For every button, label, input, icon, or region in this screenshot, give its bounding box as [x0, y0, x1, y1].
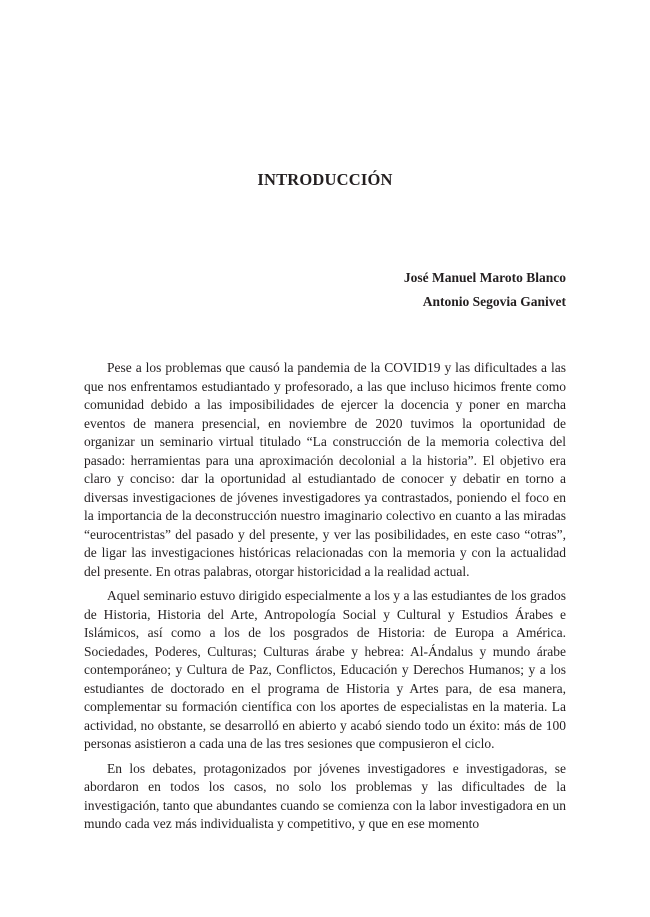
paragraph: Pese a los problemas que causó la pandemia de la COVID19 y las dificultades a las que nos enfrentamos estudiantado y profesorado, a las que incluso hicimos frente como comunidad debido a las imposibilidades de ejercer la docencia y poner en marcha eventos de manera presencial, en noviembre de 2020 tuvimos la oportunidad de organizar un seminario virtual titulado “La construcción de la memoria colectiva del pasado: herramientas para una aproximación decolonial a la historia”. El objetivo era claro y conciso: dar la oportunidad al estudiantado de conocer y debatir en torno a diversas investigaciones de jóvenes investigadores ya contrastados, poniendo el foco en la importancia de la deconstrucción nuestro imaginario colectivo en cuanto a las miradas “eurocentristas” del pasado y del presente, y ver las posibilidades, en este caso “otras”, de ligar las investigaciones históricas relacionadas con la memoria y con la actualidad del presente. En otras palabras, otorgar historicidad a la realidad actual. [84, 360, 566, 579]
paragraph: En los debates, protagonizados por jóvenes investigadores e investigadoras, se abordaron en todos los casos, no solo los problemas y las dificultades de la investigación, tanto que abundantes cuando se comienza con la labor investigadora en un mundo cada vez más individualista y competitivo, y que en ese momento [84, 760, 566, 831]
body-text [84, 359, 566, 840]
author-block [404, 266, 566, 314]
author-name: Antonio Segovia Ganivet [422, 294, 566, 309]
chapter-title: INTRODUCCIÓN [257, 170, 393, 189]
author-name: José Manuel Maroto Blanco [403, 270, 566, 285]
paragraph: Aquel seminario estuvo dirigido especialmente a los y a las estudiantes de los grados de Historia, Historia del Arte, Antropología Social y Cultural y Estudios Árabes e Islámicos, así como a los de los posgrados de Historia: de Europa a América. Sociedades, Poderes, Culturas; Culturas árabe y hebrea: Al-Ándalus y mundo árabe contemporáneo; y Cultura de Paz, Conflictos, Educación y Derechos Humanos; y a los estudiantes de doctorado en el programa de Historia y Artes para, de esa manera, complementar su formación científica con los aportes de especialistas en la materia. La actividad, no obstante, se desarrolló en abierto y acabó siendo todo un éxito: más de 100 personas asistieron a cada una de las tres sesiones que compusieron el ciclo. [84, 588, 566, 751]
